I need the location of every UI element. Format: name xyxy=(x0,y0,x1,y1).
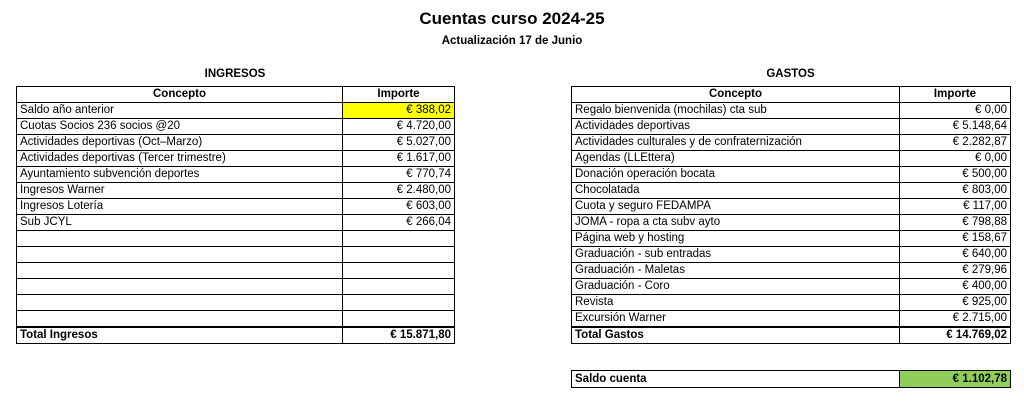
gastos-row xyxy=(572,119,1011,135)
ingresos-row xyxy=(17,215,455,231)
ingresos-row-concept: Ingresos Lotería xyxy=(17,199,343,215)
gastos-table xyxy=(571,86,1011,344)
gastos-row-concept: Actividades deportivas xyxy=(572,119,900,135)
gastos-row-concept: Chocolatada xyxy=(572,183,900,199)
gastos-row xyxy=(572,295,1011,311)
ingresos-row-concept: Sub JCYL xyxy=(17,215,343,231)
gastos-row-concept: Graduación - Coro xyxy=(572,279,900,295)
ingresos-row xyxy=(17,247,455,263)
ingresos-row xyxy=(17,151,455,167)
gastos-row-amount: € 117,00 xyxy=(900,199,1011,215)
ingresos-row-amount: € 388,02 xyxy=(343,103,455,119)
ingresos-row xyxy=(17,311,455,328)
gastos-total-amount: € 14.769,02 xyxy=(900,327,1011,344)
ingresos-row-concept: Saldo año anterior xyxy=(17,103,343,119)
saldo-amount: € 1.102,78 xyxy=(900,371,1011,388)
gastos-row-amount: € 640,00 xyxy=(900,247,1011,263)
saldo-label: Saldo cuenta xyxy=(572,371,900,388)
gastos-row xyxy=(572,167,1011,183)
gastos-row xyxy=(572,263,1011,279)
gastos-row-amount: € 2.715,00 xyxy=(900,311,1011,328)
ingresos-heading: INGRESOS xyxy=(204,68,266,80)
ingresos-row-amount: € 603,00 xyxy=(343,199,455,215)
ingresos-row-amount xyxy=(343,295,455,311)
gastos-row-concept: Regalo bienvenida (mochilas) cta sub xyxy=(572,103,900,119)
gastos-row xyxy=(572,151,1011,167)
gastos-row-amount: € 803,00 xyxy=(900,183,1011,199)
ingresos-row-concept xyxy=(17,231,343,247)
gastos-row-amount: € 925,00 xyxy=(900,295,1011,311)
gastos-row xyxy=(572,103,1011,119)
saldo-row xyxy=(572,371,1011,388)
gastos-row-amount: € 0,00 xyxy=(900,151,1011,167)
ingresos-row-amount: € 266,04 xyxy=(343,215,455,231)
gastos-row-concept: Página web y hosting xyxy=(572,231,900,247)
ingresos-row-amount: € 770,74 xyxy=(343,167,455,183)
ingresos-row-amount xyxy=(343,247,455,263)
gastos-row-concept: Excursión Warner xyxy=(572,311,900,328)
gastos-row xyxy=(572,279,1011,295)
ingresos-total-label: Total Ingresos xyxy=(17,327,343,344)
ingresos-header-row xyxy=(17,87,455,103)
gastos-total-label: Total Gastos xyxy=(572,327,900,344)
ingresos-row xyxy=(17,279,455,295)
ingresos-row-amount xyxy=(343,311,455,328)
gastos-header-row xyxy=(572,87,1011,103)
ingresos-col-concept: Concepto xyxy=(17,87,343,103)
ingresos-row xyxy=(17,167,455,183)
ingresos-row-concept: Ayuntamiento subvención deportes xyxy=(17,167,343,183)
ingresos-row xyxy=(17,263,455,279)
gastos-row-concept: Agendas (LLEttera) xyxy=(572,151,900,167)
ingresos-row-concept: Actividades deportivas (Oct–Marzo) xyxy=(17,135,343,151)
gastos-row-amount: € 158,67 xyxy=(900,231,1011,247)
gastos-row xyxy=(572,215,1011,231)
gastos-col-concept: Concepto xyxy=(572,87,900,103)
ingresos-row-concept: Ingresos Warner xyxy=(17,183,343,199)
gastos-row xyxy=(572,183,1011,199)
ingresos-row-amount: € 2.480,00 xyxy=(343,183,455,199)
ingresos-row xyxy=(17,231,455,247)
gastos-row-amount: € 279,96 xyxy=(900,263,1011,279)
ingresos-row-concept xyxy=(17,263,343,279)
gastos-row xyxy=(572,135,1011,151)
ingresos-row xyxy=(17,135,455,151)
ingresos-row-amount: € 5.027,00 xyxy=(343,135,455,151)
gastos-row xyxy=(572,231,1011,247)
ingresos-row-amount xyxy=(343,231,455,247)
gastos-row-amount: € 0,00 xyxy=(900,103,1011,119)
gastos-heading: GASTOS xyxy=(766,68,815,80)
gastos-row-concept: Actividades culturales y de confraternización xyxy=(572,135,900,151)
ingresos-total-row xyxy=(17,327,455,344)
ingresos-row-amount xyxy=(343,263,455,279)
ingresos-total-amount: € 15.871,80 xyxy=(343,327,455,344)
gastos-row-amount: € 500,00 xyxy=(900,167,1011,183)
gastos-row-amount: € 2.282,87 xyxy=(900,135,1011,151)
ingresos-row xyxy=(17,183,455,199)
ingresos-row-concept xyxy=(17,247,343,263)
gastos-row xyxy=(572,247,1011,263)
gastos-row-concept: Graduación - Maletas xyxy=(572,263,900,279)
ingresos-table xyxy=(16,86,455,344)
ingresos-row-concept: Cuotas Socios 236 socios @20 xyxy=(17,119,343,135)
gastos-row xyxy=(572,199,1011,215)
saldo-table xyxy=(571,370,1011,388)
ingresos-row xyxy=(17,103,455,119)
page-title: Cuentas curso 2024-25 xyxy=(419,9,605,28)
gastos-row-concept: Cuota y seguro FEDAMPA xyxy=(572,199,900,215)
ingresos-row-concept xyxy=(17,295,343,311)
ingresos-row-amount: € 4.720,00 xyxy=(343,119,455,135)
gastos-row-amount: € 5.148,64 xyxy=(900,119,1011,135)
ingresos-row xyxy=(17,119,455,135)
ingresos-col-amount: Importe xyxy=(343,87,455,103)
ingresos-row-concept xyxy=(17,311,343,328)
gastos-row-amount: € 798,88 xyxy=(900,215,1011,231)
gastos-row-concept: Donación operación bocata xyxy=(572,167,900,183)
ingresos-row-concept xyxy=(17,279,343,295)
gastos-row-concept: Graduación - sub entradas xyxy=(572,247,900,263)
gastos-total-row xyxy=(572,327,1011,344)
ingresos-row-amount xyxy=(343,279,455,295)
ingresos-row xyxy=(17,199,455,215)
gastos-row-amount: € 400,00 xyxy=(900,279,1011,295)
page-subtitle: Actualización 17 de Junio xyxy=(441,35,583,47)
gastos-row xyxy=(572,311,1011,328)
gastos-col-amount: Importe xyxy=(900,87,1011,103)
gastos-row-concept: Revista xyxy=(572,295,900,311)
ingresos-row-amount: € 1.617,00 xyxy=(343,151,455,167)
ingresos-row-concept: Actividades deportivas (Tercer trimestre) xyxy=(17,151,343,167)
gastos-row-concept: JOMA - ropa a cta subv ayto xyxy=(572,215,900,231)
ingresos-row xyxy=(17,295,455,311)
